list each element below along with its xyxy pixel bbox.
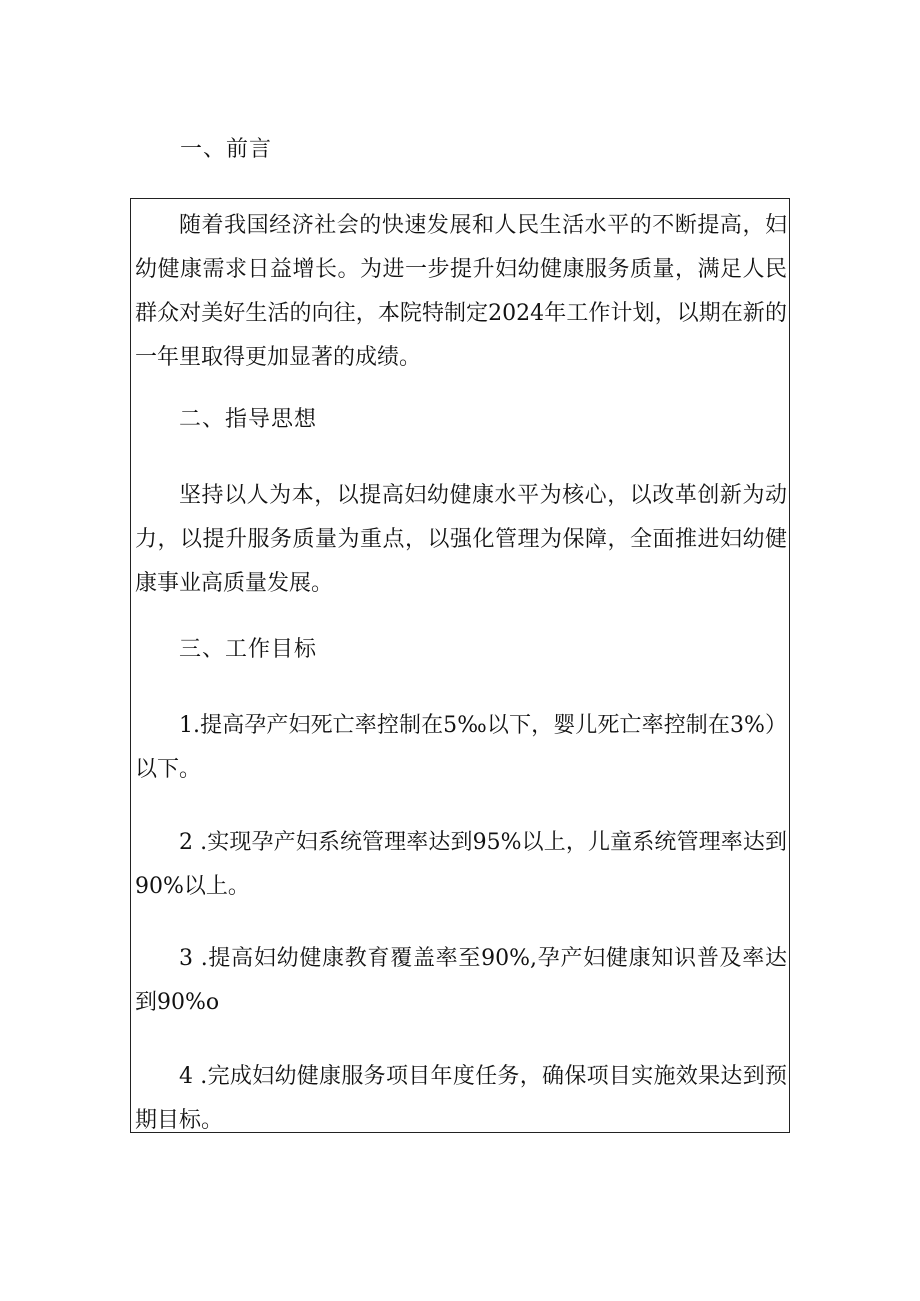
goal-item-4: 4 .完成妇幼健康服务项目年度任务，确保项目实施效果达到预期目标。 xyxy=(135,1064,787,1133)
section-heading-preface: 一、前言 xyxy=(180,137,273,162)
content-box xyxy=(130,198,790,1133)
section-heading-guiding: 二、指导思想 xyxy=(179,407,318,432)
intro-paragraph: 随着我国经济社会的快速发展和人民生活水平的不断提高，妇幼健康需求日益增长。为进一步提升妇幼健康服务质量，满足人民群众对美好生活的向往，本院特制定2024年工作计划，以期在新的一年里取得更加显著的成绩。 xyxy=(135,213,787,370)
goal-item-1: 1.提高孕产妇死亡率控制在5‰以下，婴儿死亡率控制在3%）以下。 xyxy=(135,713,787,782)
guiding-paragraph: 坚持以人为本，以提高妇幼健康水平为核心，以改革创新为动力，以提升服务质量为重点，以强化管理为保障，全面推进妇幼健康事业高质量发展。 xyxy=(135,483,787,596)
goal-item-3: 3 .提高妇幼健康教育覆盖率至90%,孕产妇健康知识普及率达到90%o xyxy=(135,946,787,1015)
section-heading-goals: 三、工作目标 xyxy=(179,637,318,662)
goal-item-2: 2 .实现孕产妇系统管理率达到95%以上，儿童系统管理率达到90%以上。 xyxy=(135,830,787,899)
